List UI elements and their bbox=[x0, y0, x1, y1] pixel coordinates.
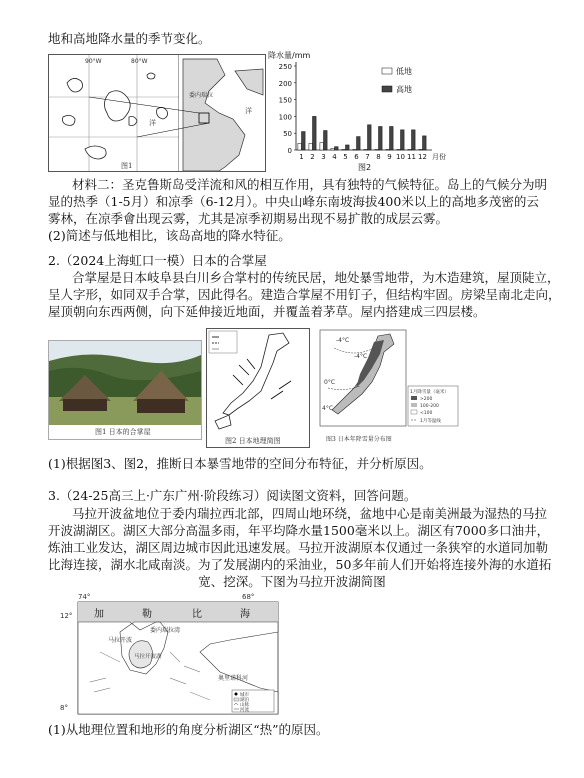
x-tick-label: 7 bbox=[365, 153, 370, 161]
material2-line-3: 雾林，在凉季會出现云雾，尤其是凉季初期易出现不易扩散的成层云雾。 bbox=[48, 211, 449, 226]
bar-highland bbox=[357, 137, 361, 150]
material2-line-1: 材料二：圣克鲁斯岛受洋流和风的相互作用，具有独特的气候特征。岛上的气候分为明 bbox=[72, 177, 548, 192]
snow-temp-4: 4°C bbox=[322, 405, 334, 412]
svg-text:湖泊: 湖泊 bbox=[240, 698, 249, 703]
bar-highland bbox=[412, 130, 416, 150]
chart-title: 图2 bbox=[358, 163, 372, 172]
svg-text:城市: 城市 bbox=[240, 693, 249, 698]
snow-map bbox=[314, 328, 460, 446]
figure-1-caption: 图1 bbox=[121, 162, 133, 170]
inset-label: 委内瑞拉 bbox=[189, 92, 214, 99]
s3-para-line-3: 炼油工业发达，湖区周边城市因此迅速发展。马拉开波湖原本仅通过一条狭窄的水道同加勒 bbox=[48, 540, 549, 555]
gassho-photo bbox=[48, 340, 202, 440]
svg-text:马拉开波: 马拉开波 bbox=[108, 637, 133, 644]
question-2-prompt: (2)简述与低地相比，该岛高地的降水特征。 bbox=[48, 228, 291, 243]
snow-temp-3: 0°C bbox=[324, 379, 336, 386]
svg-text:1月等温线: 1月等温线 bbox=[420, 419, 441, 424]
snow-temp-2: -4°C bbox=[354, 353, 368, 360]
bar-lowland bbox=[419, 149, 423, 150]
snow-map-caption: 图3 日本年降雪量分布图 bbox=[326, 436, 392, 443]
figure-2-chart bbox=[266, 48, 476, 174]
japan-map-svg bbox=[207, 329, 309, 435]
x-tick-label: 9 bbox=[387, 153, 392, 161]
section-3-question: (1)从地理位置和地形的角度分析湖区“热”的原因。 bbox=[48, 722, 329, 737]
bar-highland bbox=[423, 136, 427, 150]
x-tick-label: 6 bbox=[354, 153, 359, 161]
lat-12: 12° bbox=[60, 612, 73, 620]
y-tick-label: 50 bbox=[283, 130, 292, 139]
bar-highland bbox=[368, 125, 372, 150]
bar-highland bbox=[302, 132, 306, 150]
bar-lowland bbox=[331, 148, 335, 150]
y-tick-label: 200 bbox=[278, 79, 292, 88]
svg-text:山脉: 山脉 bbox=[240, 703, 249, 708]
y-tick-label: 250 bbox=[278, 63, 292, 71]
intro-line: 地和高地降水量的季节变化。 bbox=[48, 31, 211, 46]
s3-para-line-4: 比海连接，湖水北咸南淡。为了发展湖内的采油业，50多年前人们开始将连接外海的水道拓 bbox=[48, 557, 552, 572]
svg-text:>200: >200 bbox=[420, 397, 433, 402]
x-tick-label: 4 bbox=[332, 153, 337, 161]
svg-text:洋: 洋 bbox=[149, 119, 156, 127]
legend-label: 高地 bbox=[396, 85, 412, 94]
bar-lowland bbox=[298, 143, 302, 150]
svg-text:加: 加 bbox=[94, 609, 104, 620]
svg-text:比: 比 bbox=[192, 609, 202, 620]
y-tick-label: 100 bbox=[278, 113, 292, 122]
x-tick-label: 2 bbox=[310, 153, 315, 161]
bar-highland bbox=[313, 116, 317, 150]
map-1-svg bbox=[49, 55, 265, 171]
svg-text:委内瑞拉湾: 委内瑞拉湾 bbox=[150, 627, 181, 634]
s2-para-line-3: 屋顶朝向东西两侧，向下延伸接近地面，并覆盖着茅草。屋内搭建成三四层楼。 bbox=[48, 304, 486, 319]
x-tick-label: 12 bbox=[418, 153, 427, 161]
figure-1-map bbox=[48, 54, 266, 172]
material2-line-2: 显的热季（1-5月）和凉季（6-12月）。中央山峰东南坡海拔400米以上的高地多茂密的云 bbox=[48, 194, 539, 209]
bar-lowland bbox=[320, 143, 324, 150]
maracaibo-map-svg bbox=[60, 592, 284, 716]
bar-highland bbox=[379, 126, 383, 150]
svg-text:海: 海 bbox=[240, 609, 250, 620]
maracaibo-map bbox=[60, 592, 284, 716]
bar-lowland bbox=[397, 149, 401, 150]
bar-lowland bbox=[408, 149, 412, 150]
gassho-photo-svg bbox=[49, 341, 201, 425]
legend-swatch bbox=[382, 68, 392, 74]
x-tick-label: 3 bbox=[321, 153, 326, 161]
svg-text:马拉开波湖: 马拉开波湖 bbox=[134, 654, 162, 660]
snow-temp-1: -4°C bbox=[336, 337, 350, 344]
bar-highland bbox=[324, 131, 328, 150]
section-2-header: 2.（2024上海虹口一模）日本的合掌屋 bbox=[48, 253, 267, 268]
x-tick-label: 8 bbox=[376, 153, 381, 161]
legend-label: 低地 bbox=[396, 67, 412, 76]
japan-map bbox=[206, 328, 310, 448]
photo-caption: 图1 日本的合掌屋 bbox=[95, 428, 151, 436]
svg-text:河流: 河流 bbox=[240, 708, 249, 713]
x-tick-label: 10 bbox=[396, 153, 405, 161]
lon-74: 74° bbox=[78, 593, 91, 601]
s2-para-line-1: 合掌屋是日本岐阜县白川乡合掌村的传统民居，地处暴雪地带，为木造建筑，屋顶陡立， bbox=[72, 270, 560, 285]
s3-centered-line: 宽、挖深。下图为马拉开波湖简图 bbox=[198, 574, 386, 589]
s3-para-line-1: 马拉开波盆地位于委内瑞拉西北部，四周山地环绕，盆地中心是南美洲最为湿热的马拉 bbox=[72, 506, 548, 521]
section-3-header: 3.（24-25高三上·广东广州·阶段练习）阅读图文资料，回答问题。 bbox=[48, 488, 417, 503]
bar-lowland bbox=[342, 149, 346, 150]
lat-8: 8° bbox=[60, 704, 68, 712]
bar-highland bbox=[401, 130, 405, 150]
svg-text:1月降雪量（毫米）: 1月降雪量（毫米） bbox=[410, 390, 449, 395]
bar-highland bbox=[346, 145, 350, 150]
section-2-question: (1)根据图3、图2，推断日本暴雪地带的空间分布特征，并分析原因。 bbox=[48, 456, 432, 471]
x-tick-label: 11 bbox=[407, 153, 416, 161]
lon-label-2: 80°W bbox=[131, 58, 148, 65]
y-tick-label: 150 bbox=[278, 96, 292, 105]
svg-text:<100: <100 bbox=[420, 411, 433, 416]
inset-ocean-label: 洋 bbox=[245, 107, 252, 115]
lon-68: 68° bbox=[242, 593, 255, 601]
bar-highland bbox=[335, 147, 339, 150]
svg-text:勒: 勒 bbox=[142, 609, 152, 620]
y-tick-label: 0 bbox=[287, 147, 292, 155]
bar-highland bbox=[390, 126, 394, 150]
japan-map-caption: 图2 日本地理简图 bbox=[225, 437, 281, 445]
s2-para-line-2: 呈人字形，如同双手合掌，因此得名。建造合掌屋不用钉子，但结构牢固。房梁呈南北走向， bbox=[48, 287, 561, 302]
svg-text:100-200: 100-200 bbox=[420, 404, 439, 409]
bar-lowland bbox=[364, 149, 368, 150]
bar-lowland bbox=[353, 149, 357, 150]
snow-map-svg bbox=[314, 328, 460, 432]
x-tick-label: 1 bbox=[299, 153, 304, 161]
precip-bar-chart bbox=[266, 48, 476, 174]
bar-lowland bbox=[309, 143, 313, 150]
x-tick-label: 5 bbox=[343, 153, 348, 161]
svg-text:奥里诺科河: 奥里诺科河 bbox=[218, 675, 249, 682]
lon-label-1: 90°W bbox=[85, 58, 102, 65]
bar-lowland bbox=[386, 149, 390, 150]
x-axis-label: 月份 bbox=[432, 153, 446, 161]
y-axis-label: 降水量/mm bbox=[268, 51, 311, 60]
legend-swatch bbox=[382, 86, 392, 92]
s3-para-line-2: 开波湖湖区。湖区大部分高温多雨，年平均降水量1500毫米以上。湖区有7000多口油井， bbox=[48, 523, 550, 538]
bar-lowland bbox=[375, 149, 379, 150]
